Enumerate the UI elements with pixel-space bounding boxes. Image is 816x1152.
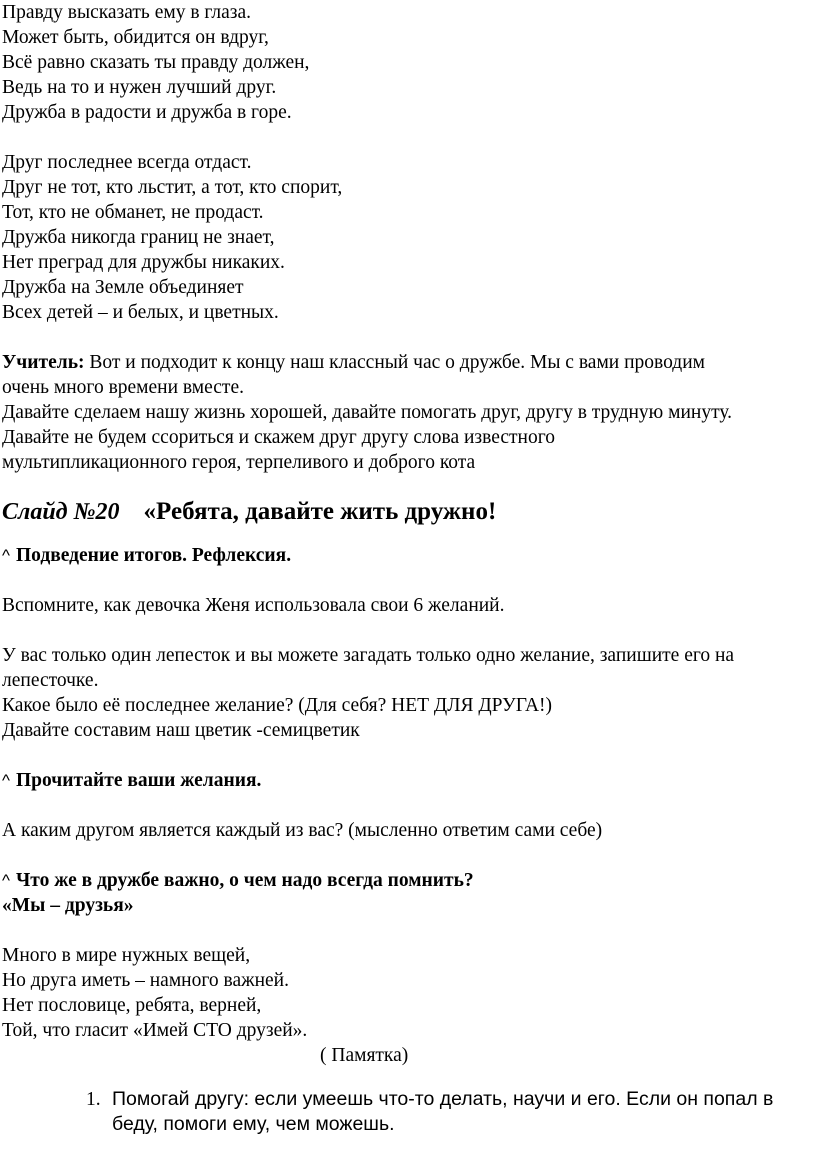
list-item-text: Помогай другу: если умеешь что-то делать, научи и его. Если он попал в беду, помоги ему, чем можешь. (112, 1088, 774, 1135)
paragraph: лепесточке. (2, 670, 99, 691)
teacher-line: Давайте не будем ссориться и скажем друг другу слова известного (2, 427, 555, 448)
caret-icon: ^ (2, 771, 10, 790)
teacher-text: Вот и подходит к концу наш классный час о дружбе. Мы с вами проводим (84, 352, 705, 373)
teacher-line: очень много времени вместе. (2, 377, 244, 398)
poem-line: Друг не тот, кто льстит, а тот, кто спорит, (2, 177, 343, 198)
poem-line: Всё равно сказать ты правду должен, (2, 52, 310, 73)
poem-stanza-1 (2, 0, 814, 125)
section-heading: ^ Прочитайте ваши желания. (2, 770, 262, 791)
poem-line: Дружба в радости и дружба в горе. (2, 102, 292, 123)
poem-line: Дружба на Земле объединяет (2, 277, 244, 298)
slide-heading: «Ребята, давайте жить дружно! (143, 498, 497, 525)
poem-line: Той, что гласит «Имей СТО друзей». (2, 1020, 308, 1041)
section-subheading: «Мы – друзья» (2, 895, 134, 916)
poem-line: Ведь на то и нужен лучший друг. (2, 77, 277, 98)
teacher-line: Давайте сделаем нашу жизнь хорошей, давайте помогать друг, другу в трудную минуту. (2, 402, 733, 423)
memo-title: ( Памятка) (320, 1045, 409, 1066)
teacher-line: мультипликационного героя, терпеливого и доброго кота (2, 452, 476, 473)
poem-line: Всех детей – и белых, и цветных. (2, 302, 279, 323)
poem-line: Нет преград для дружбы никаких. (2, 252, 285, 273)
paragraph: Давайте составим наш цветик -семицветик (2, 720, 360, 741)
section-heading: ^ Что же в дружбе важно, о чем надо всегда помнить? (2, 870, 474, 891)
teacher-line (2, 350, 814, 375)
poem-line: Правду высказать ему в глаза. (2, 2, 252, 23)
paragraph: У вас только один лепесток и вы можете загадать только одно желание, запишите его на (2, 645, 735, 666)
paragraph: А каким другом является каждый из вас? (мысленно ответим сами себе) (2, 820, 603, 841)
memo-list (86, 1087, 806, 1137)
caret-icon: ^ (2, 871, 10, 890)
teacher-speech (2, 350, 814, 475)
caret-icon: ^ (2, 546, 10, 565)
teacher-label: Учитель: (2, 352, 85, 373)
poem-line: Нет пословице, ребята, верней, (2, 995, 262, 1016)
list-item (86, 1087, 806, 1137)
paragraph: Вспомните, как девочка Женя использовала свои 6 желаний. (2, 595, 505, 616)
slide-title (2, 489, 814, 535)
poem-line: Дружба никогда границ не знает, (2, 227, 275, 248)
poem-stanza-3 (2, 943, 814, 1043)
poem-line: Тот, кто не обманет, не продаст. (2, 202, 264, 223)
poem-line: Много в мире нужных вещей, (2, 945, 251, 966)
poem-stanza-2 (2, 150, 814, 325)
section-heading: ^ Подведение итогов. Рефлексия. (2, 545, 292, 566)
poem-line: Но друга иметь – намного важней. (2, 970, 289, 991)
poem-line: Может быть, обидится он вдруг, (2, 27, 269, 48)
poem-line: Друг последнее всегда отдаст. (2, 152, 252, 173)
document-page (2, 0, 814, 1068)
paragraph: Какое было её последнее желание? (Для себя? НЕТ ДЛЯ ДРУГА!) (2, 695, 553, 716)
list-number: 1. (86, 1089, 101, 1110)
slide-number: Слайд №20 (2, 498, 120, 525)
